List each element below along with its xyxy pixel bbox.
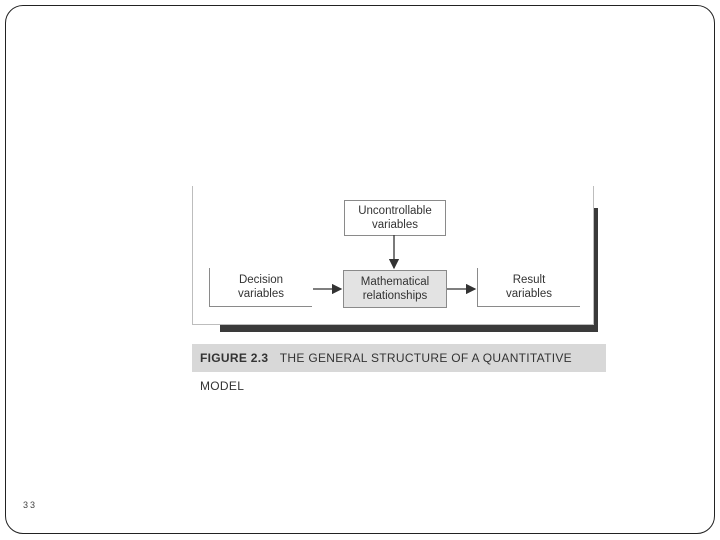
uncontrollable-line-2: variables (371, 219, 419, 231)
uncontrollable-line-1: Uncontrollable (358, 205, 432, 217)
decision-line-1: Decision (238, 274, 284, 286)
figure-caption (192, 344, 606, 393)
result-line-1: Result (512, 274, 546, 286)
mathematical-line-1: Mathematical (360, 276, 430, 288)
decision-line-2: variables (237, 288, 285, 300)
flow-arrows (192, 186, 606, 326)
figure-title: THE GENERAL STRUCTURE OF A QUANTITATIVE MODEL (200, 351, 572, 393)
figure-quantitative-model (192, 186, 606, 393)
figure-number: FIGURE 2.3 (200, 351, 269, 365)
result-line-2: variables (505, 288, 553, 300)
page-number: 33 (23, 500, 38, 510)
mathematical-line-2: relationships (362, 290, 428, 302)
